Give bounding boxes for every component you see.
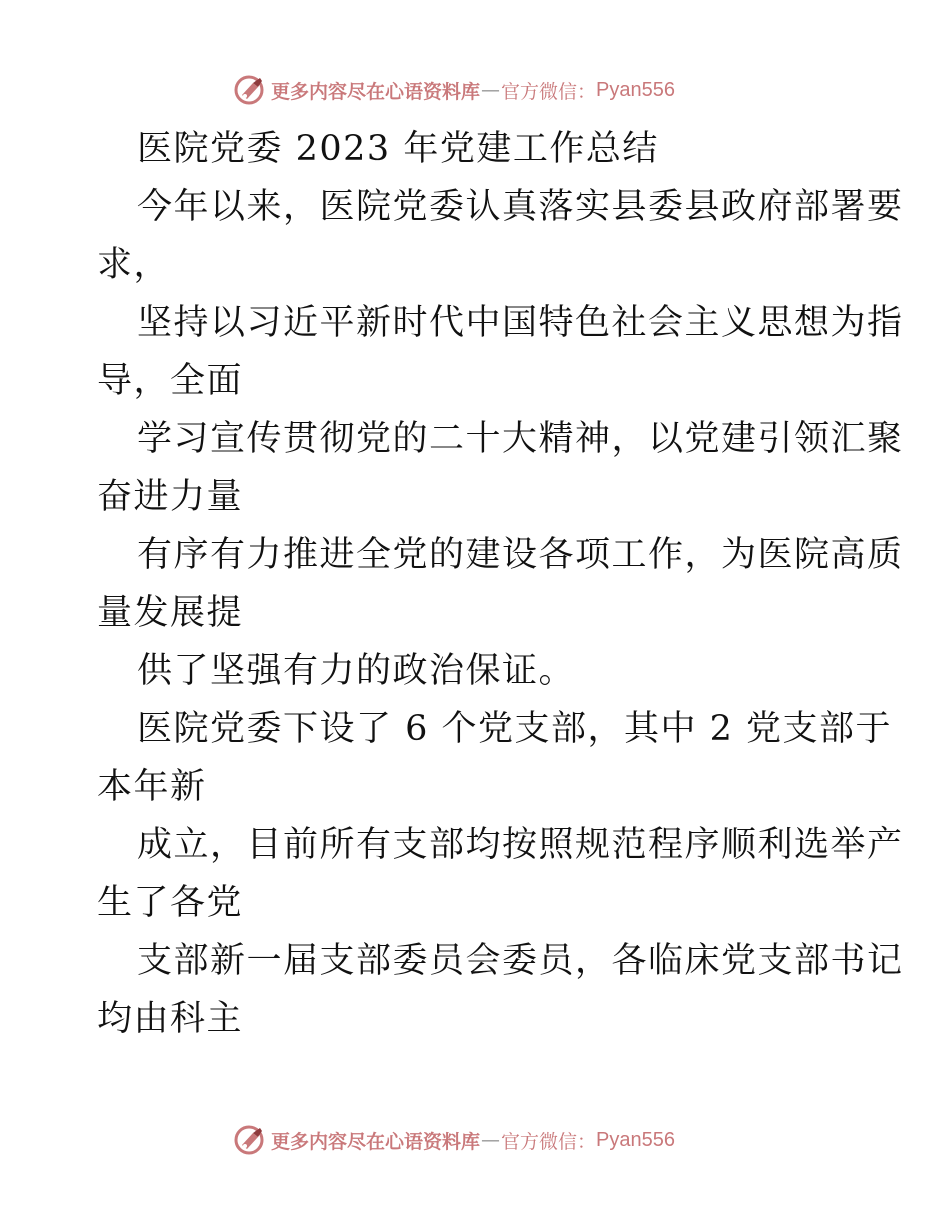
watermark-brand-text: 更多内容尽在心语资料库 bbox=[271, 80, 481, 103]
watermark-wechat-label: 官方微信： bbox=[501, 1130, 597, 1153]
text-line: 今年以来，医院党委认真落实县委县政府部署要 bbox=[137, 187, 904, 227]
pen-logo-icon bbox=[233, 1123, 267, 1157]
watermark-wechat-id: Pyan556 bbox=[596, 78, 675, 101]
watermark-wechat-label: 官方微信： bbox=[501, 80, 597, 103]
text-line: 生了各党 bbox=[97, 883, 244, 923]
text-line: 有序有力推进全党的建设各项工作，为医院高质 bbox=[137, 535, 904, 575]
pen-logo-icon bbox=[233, 73, 267, 107]
text-line: 医院党委下设了 6 个党支部，其中 2 党支部于 bbox=[137, 709, 893, 749]
footer-watermark bbox=[233, 1120, 753, 1160]
text-line: 支部新一届支部委员会委员，各临床党支部书记 bbox=[137, 941, 904, 981]
text-line: 本年新 bbox=[97, 767, 207, 807]
text-line: 供了坚强有力的政治保证。 bbox=[137, 651, 576, 691]
text-line: 均由科主 bbox=[97, 999, 244, 1039]
text-line: 成立，目前所有支部均按照规范程序顺利选举产 bbox=[137, 825, 904, 865]
watermark-wechat-id: Pyan556 bbox=[596, 1128, 675, 1151]
text-line: 求， bbox=[97, 245, 171, 285]
document-title: 医院党委 2023 年党建工作总结 bbox=[137, 129, 659, 169]
text-line: 奋进力量 bbox=[97, 477, 244, 517]
document-body bbox=[97, 124, 904, 1052]
watermark-separator: — bbox=[481, 79, 501, 101]
text-line: 坚持以习近平新时代中国特色社会主义思想为指 bbox=[137, 303, 904, 343]
text-line: 导，全面 bbox=[97, 361, 244, 401]
text-line: 量发展提 bbox=[97, 593, 244, 633]
text-line: 学习宣传贯彻党的二十大精神，以党建引领汇聚 bbox=[137, 419, 904, 459]
header-watermark bbox=[233, 70, 753, 110]
watermark-separator: — bbox=[481, 1129, 501, 1151]
watermark-brand-text: 更多内容尽在心语资料库 bbox=[271, 1130, 481, 1153]
